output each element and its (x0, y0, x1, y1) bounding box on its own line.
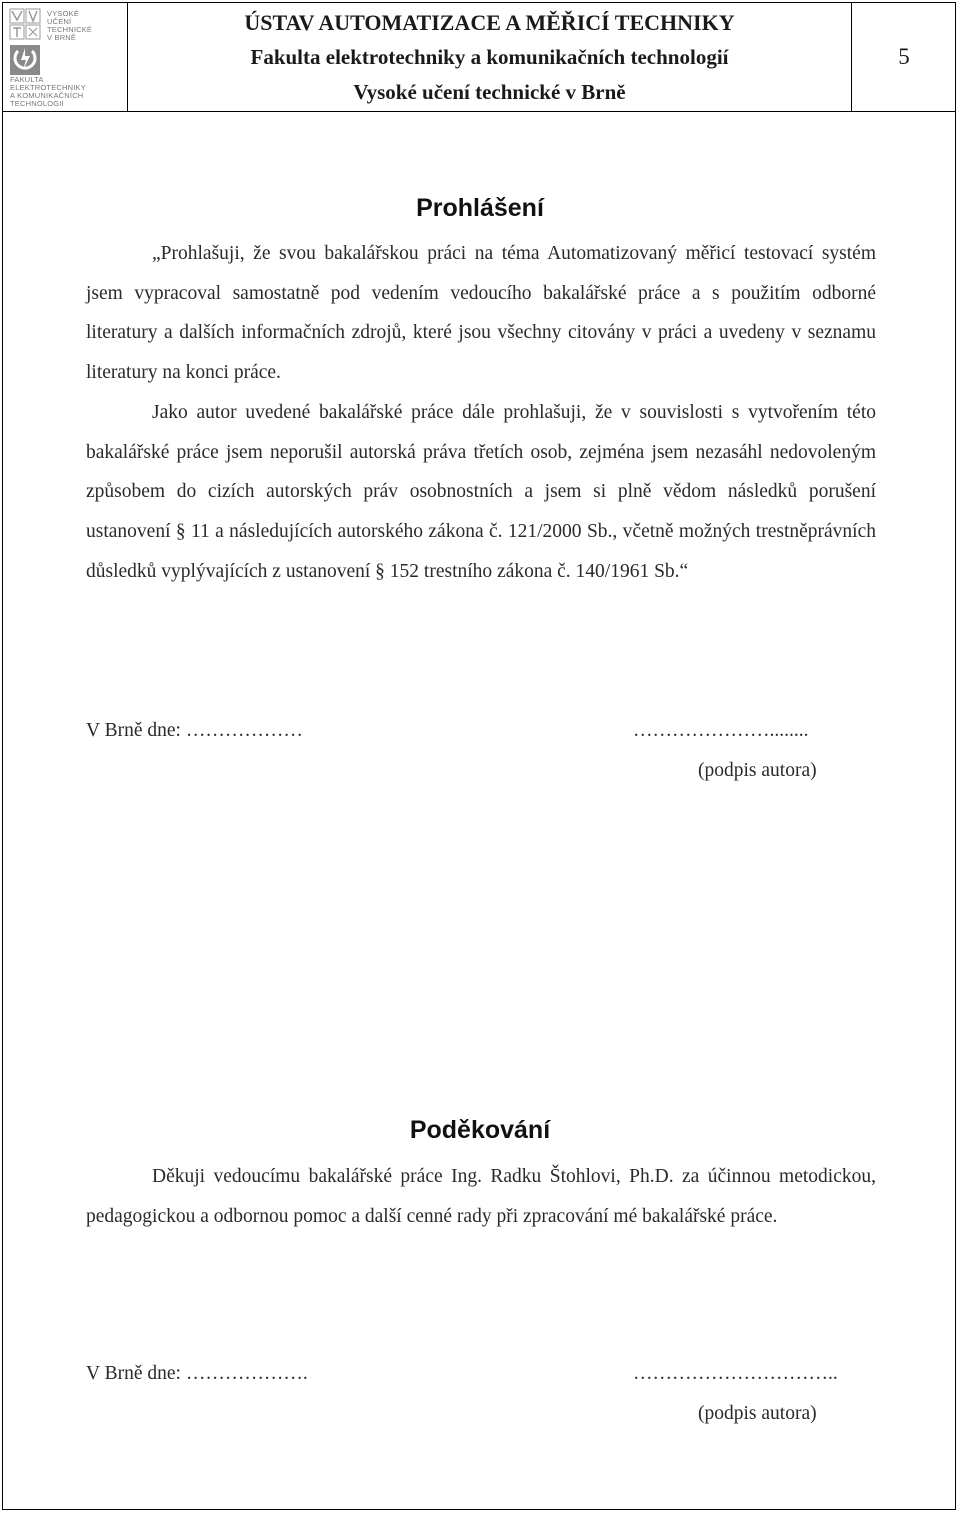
acknowledgement-title: Poděkování (409, 1116, 551, 1144)
declaration-title: Prohlášení (416, 194, 544, 222)
acknowledgement-date-label: V Brně dne: ………………. (86, 1363, 308, 1384)
logo-top-line-1: VYSOKÉ (47, 9, 80, 18)
declaration-paragraph-1: „Prohlašuji, že svou bakalářskou práci na téma Automatizovaný měřicí testovací systém jsem vypracoval samostatně pod vedením vedoucího bakalářské práce a s použitím odborné literatury a dalších informačních zdrojů, které jsou všechny citovány v práci a uvedeny v seznamu literatury na konci práce. (86, 243, 876, 384)
logo-bottom-line-1: FAKULTA (10, 75, 44, 84)
acknowledgement-paragraph: Děkuji vedoucímu bakalářské práce Ing. Radku Štohlovi, Ph.D. za účinnou metodickou, pedagogickou a odbornou pomoc a další cenné rady při zpracování mé bakalářské práce. (86, 1166, 876, 1227)
university-logo (9, 8, 121, 106)
logo-top-line-4: V BRNĚ (47, 33, 77, 42)
page-header (2, 2, 956, 112)
header-title-cell (128, 2, 852, 111)
university-name: Vysoké učení technické v Brně (353, 80, 626, 104)
declaration-date-label: V Brně dne: ……………… (86, 720, 303, 741)
logo-top-line-3: TECHNICKÉ (47, 25, 93, 34)
declaration-paragraph-2: Jako autor uvedené bakalářské práce dále prohlašuji, že v souvislosti s vytvořením této bakalářské práce jsem neporušil autorská práva třetích osob, zejména jsem nezasáhl nedovoleným způsobem do cizích autorských práv osobnostních a jsem si plně vědom následků porušení ustanovení § 11 a následujících autorského zákona č. 121/2000 Sb., včetně možných trestněprávních důsledků vyplývajících z ustanovení § 152 trestního zákona č. 140/1961 Sb.“ (86, 402, 876, 582)
declaration-signature-line: …………………........ (633, 720, 809, 741)
acknowledgement-signature-line: ………………………….. (633, 1363, 838, 1384)
page-frame (2, 2, 956, 1510)
logo-cell (2, 2, 128, 111)
acknowledgement-signature-caption: (podpis autora) (698, 1403, 817, 1424)
institute-name: ÚSTAV AUTOMATIZACE A MĚŘICÍ TECHNIKY (244, 10, 735, 35)
faculty-name: Fakulta elektrotechniky a komunikačních technologií (250, 45, 729, 69)
logo-bottom-line-2: ELEKTROTECHNIKY (10, 83, 86, 92)
page-number: 5 (898, 43, 910, 69)
declaration-signature-caption: (podpis autora) (698, 760, 817, 781)
logo-bottom-line-3: A KOMUNIKAČNÍCH (10, 91, 84, 100)
logo-bottom-line-4: TECHNOLOGIÍ (10, 100, 64, 106)
logo-top-line-2: UČENÍ (47, 17, 72, 26)
